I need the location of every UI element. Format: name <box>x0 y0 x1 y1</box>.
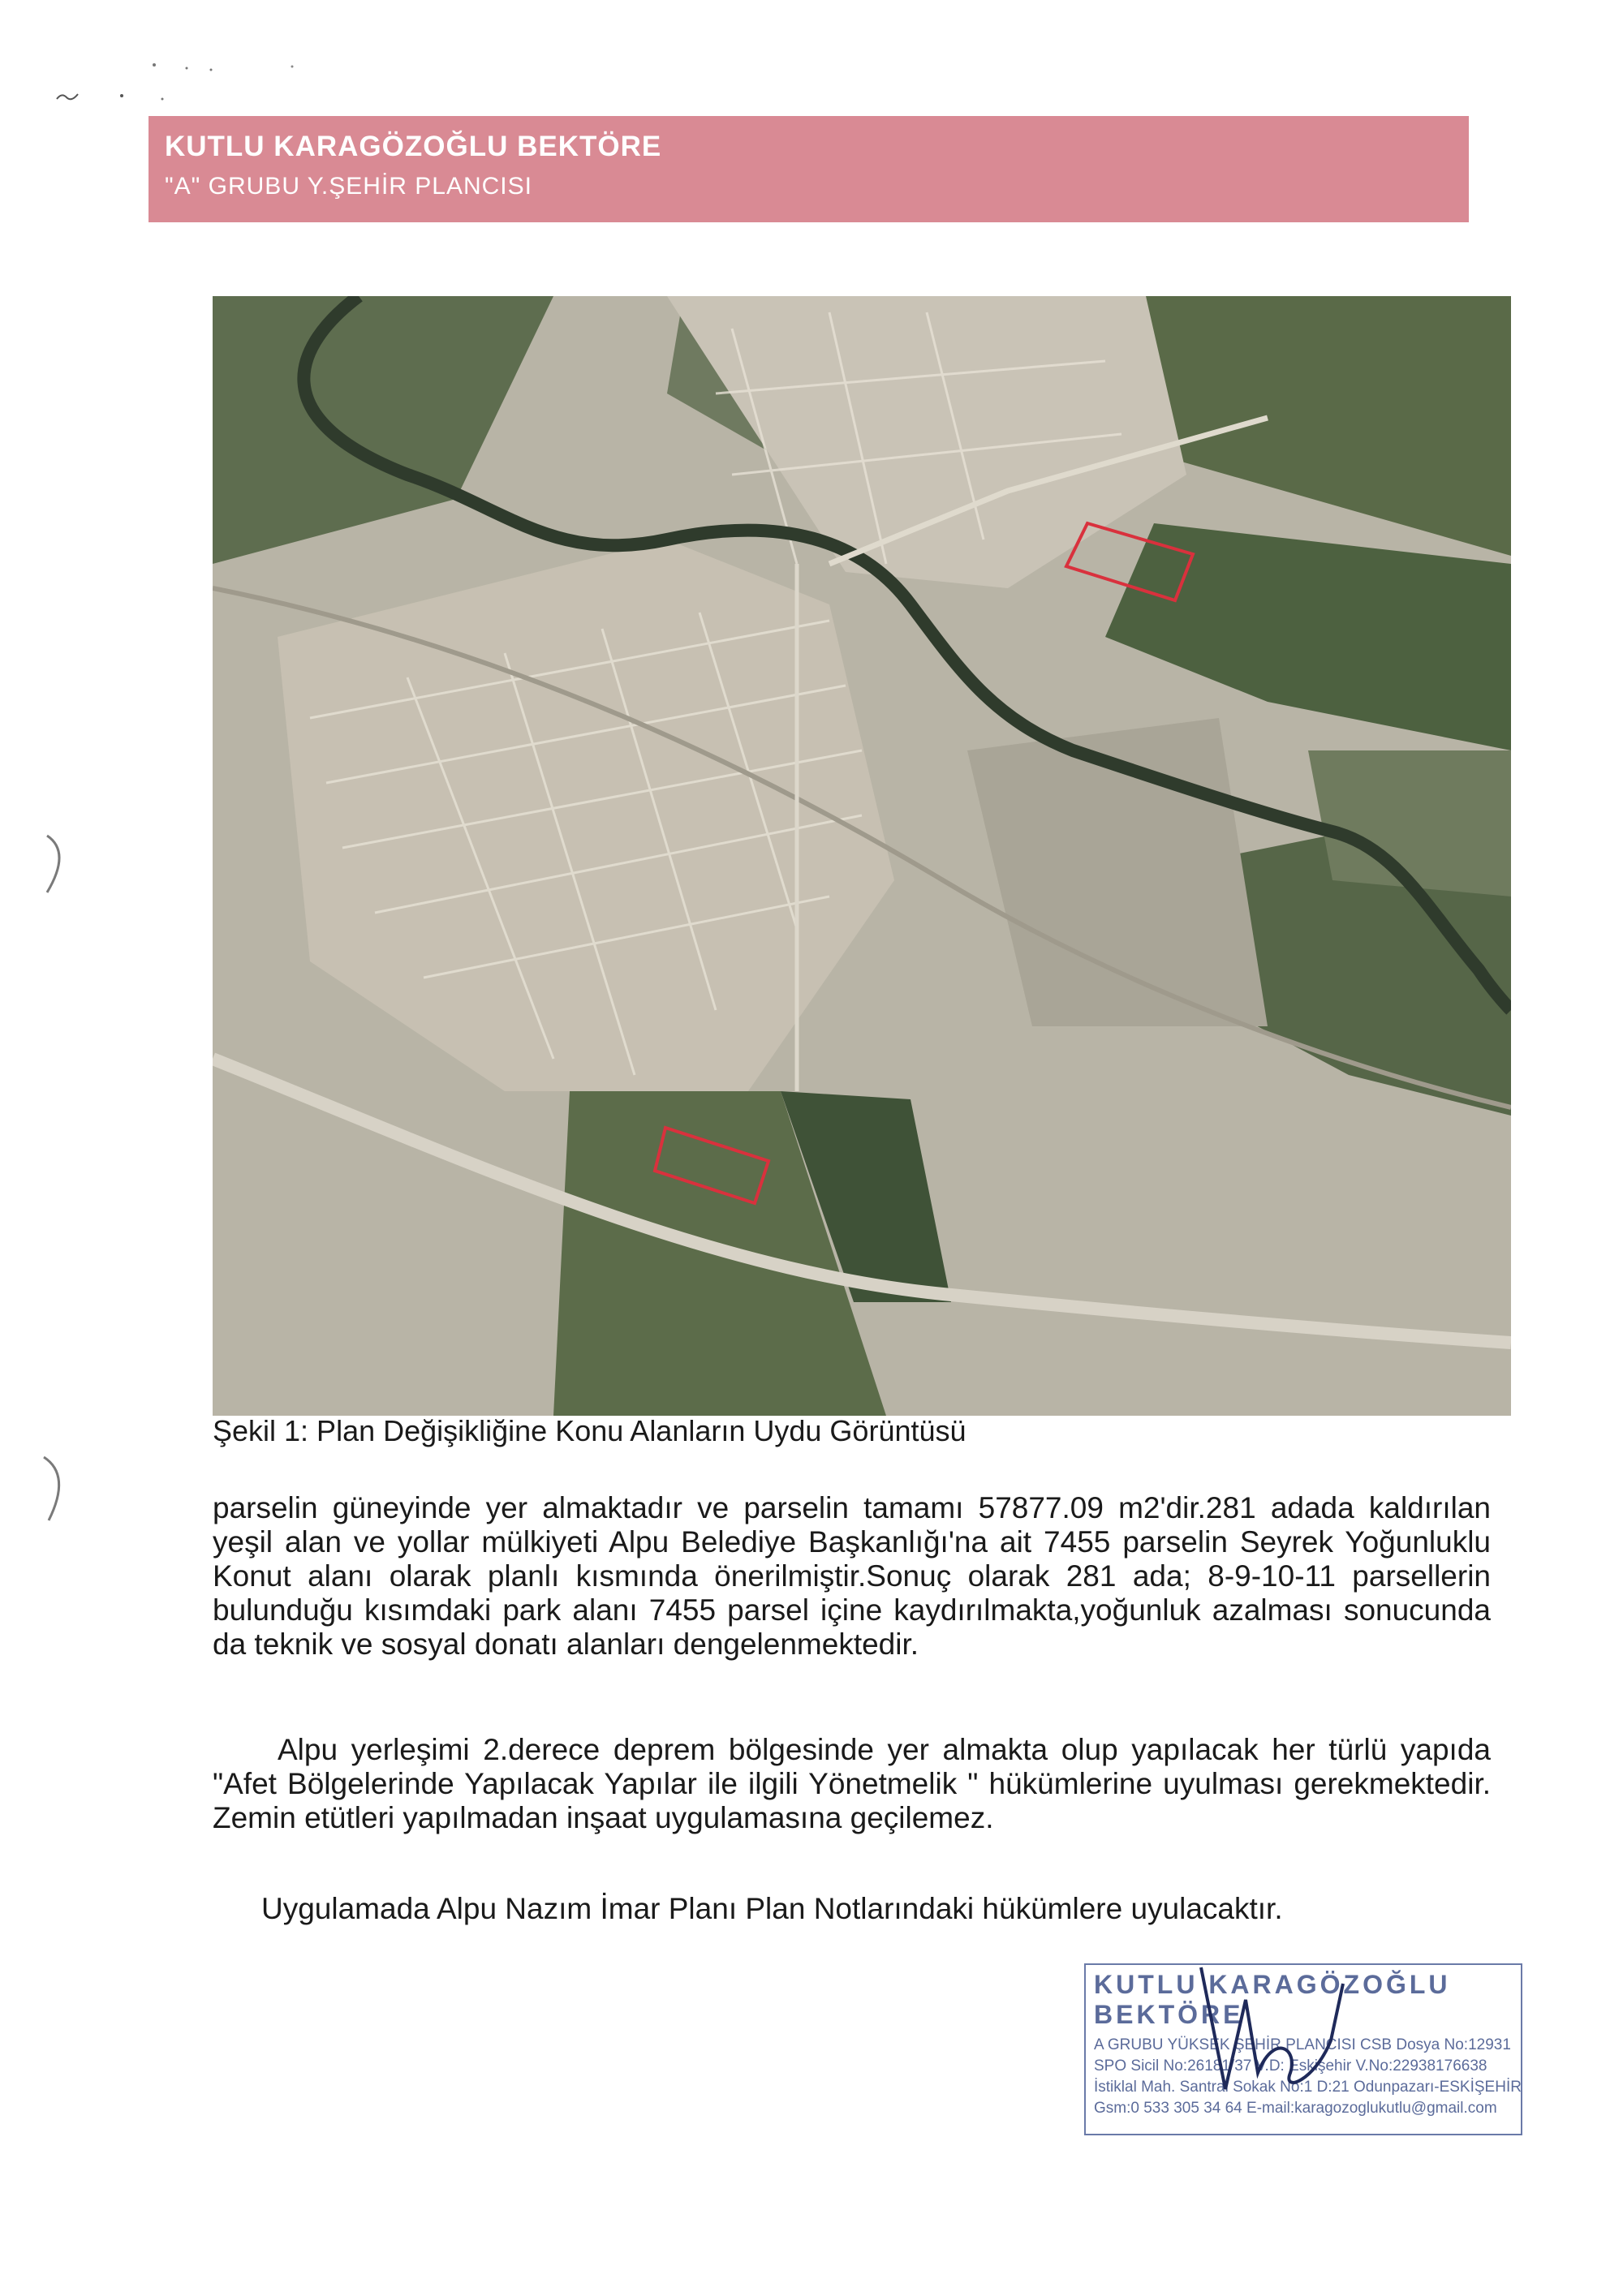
satellite-map-graphic <box>213 296 1511 1416</box>
stamp-line: İstiklal Mah. Santral Sokak No:1 D:21 Odunpazarı-ESKİŞEHİR <box>1094 2079 1522 2096</box>
stamp-line: SPO Sicil No:26181/37 V.D: Eskişehir V.No:22938176638 <box>1094 2057 1487 2075</box>
figure-caption: Şekil 1: Plan Değişikliğine Konu Alanların Uydu Görüntüsü <box>213 1414 966 1447</box>
author-title: "A" GRUBU Y.ŞEHİR PLANCISI <box>165 173 532 200</box>
hole-punch-mark <box>32 1444 81 1541</box>
stamp-title: KUTLU KARAGÖZOĞLU BEKTÖRE <box>1094 1970 1451 2029</box>
stamp-line: A GRUBU YÜKSEK ŞEHİR PLANCISI CSB Dosya No:12931 <box>1094 2036 1511 2053</box>
author-name: KUTLU KARAGÖZOĞLU BEKTÖRE <box>165 131 662 162</box>
paragraph: Alpu yerleşimi 2.derece deprem bölgesinde yer almakta olup yapılacak her türlü yapıda "Afet Bölgelerinde Yapılacak Yapılar ile ilgili Yönetmelik " hükümlerine uyulması gerekmektedir. Zemin etütleri yapılmadan inşaat uygulamasına geçilemez. <box>213 1733 1491 1834</box>
paragraph: parselin güneyinde yer almaktadır ve parselin tamamı 57877.09 m2'dir.281 adada kaldırılan yeşil alan ve yollar mülkiyeti Alpu Belediye Başkanlığı'na ait 7455 parselin Seyrek Yoğunluklu Konut alanı olarak planlı kısmında önerilmiştir.Sonuç olarak 281 ada; 8-9-10-11 parsellerin bulunduğu kısımdaki park alanı 7455 parsel içine kaydırılmakta,yoğunluk azalması sonucunda da teknik ve sosyal donatı alanları dengelenmektedir. <box>213 1491 1491 1661</box>
paragraph: Uygulamada Alpu Nazım İmar Planı Plan Notlarındaki hükümlere uyulacaktır. <box>261 1892 1283 1925</box>
satellite-image <box>213 296 1511 1416</box>
letterhead-band <box>149 116 1469 222</box>
stamp-line: Gsm:0 533 305 34 64 E-mail:karagozoglukutlu@gmail.com <box>1094 2100 1497 2117</box>
hole-punch-mark <box>32 819 81 917</box>
handwritten-signature <box>1169 1951 1380 2113</box>
